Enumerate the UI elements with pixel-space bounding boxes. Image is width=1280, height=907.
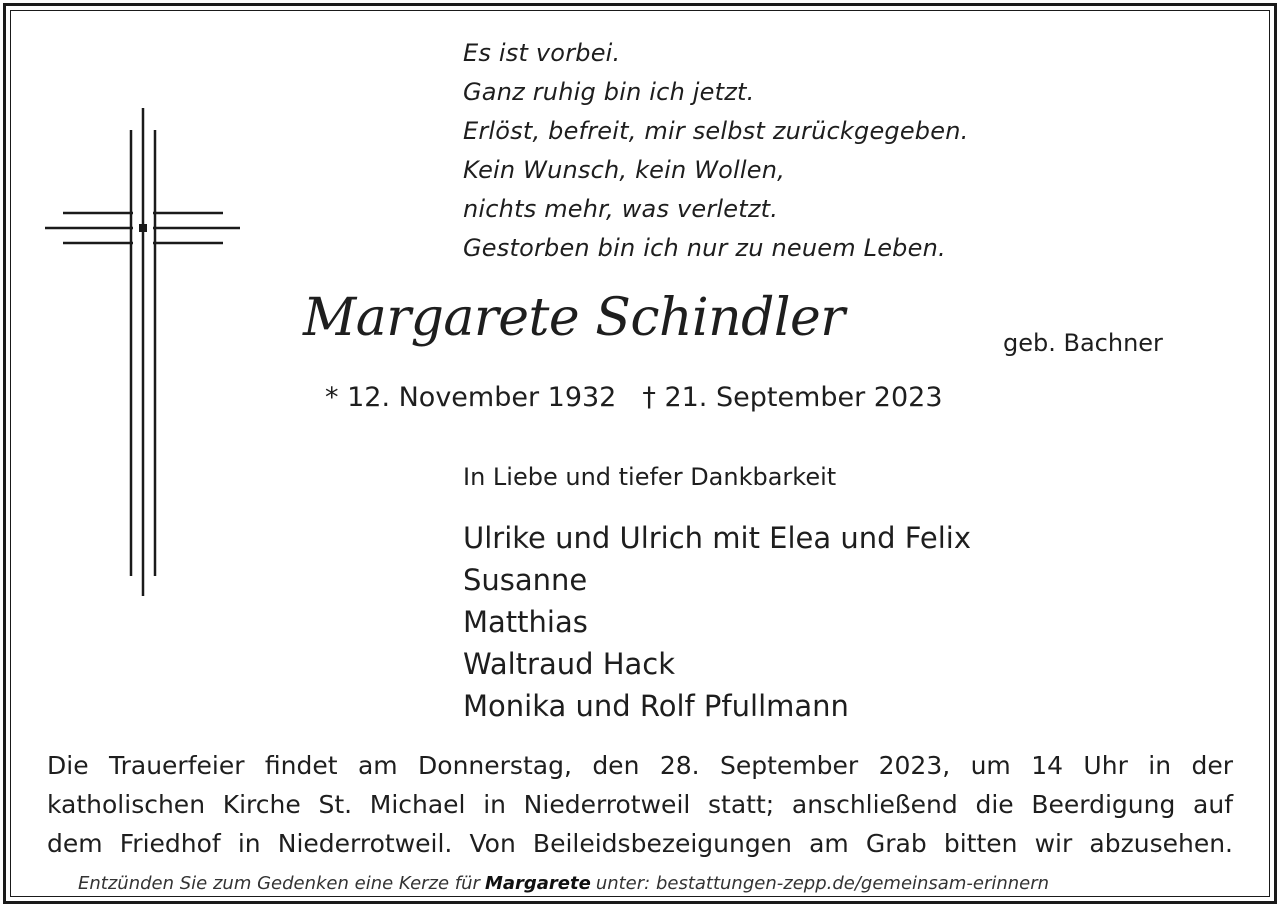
poem-line: Es ist vorbei. [463,39,621,67]
poem-line: nichts mehr, was verletzt. [463,195,779,223]
mourner-name: Monika und Rolf Pfullmann [463,689,849,723]
service-line: Die Trauerfeier findet am Donnerstag, den 28. September 2023, um 14 Uhr in der [47,751,1233,780]
birth-date: * 12. November 1932 [325,382,617,413]
poem-line: Ganz ruhig bin ich jetzt. [463,78,755,106]
memorial-footer [78,873,1049,894]
mourners-intro: In Liebe und tiefer Dankbarkeit [463,463,837,491]
footer-link[interactable]: unter: bestattungen-zepp.de/gemeinsam-erinnern [595,873,1050,894]
deceased-name: Margarete Schindler [303,288,845,348]
mourner-name: Susanne [463,563,588,597]
death-date: † 21. September 2023 [642,382,943,413]
service-line: katholischen Kirche St. Michael in Niederrotweil statt; anschließend die Beerdigung auf [47,790,1233,819]
service-line: dem Friedhof in Niederrotweil. Von Beileidsbezeigungen am Grab bitten wir abzusehen. [47,829,1233,858]
mourner-name: Ulrike und Ulrich mit Elea und Felix [463,521,971,555]
poem [463,34,968,268]
mourner-name: Waltraud Hack [463,647,676,681]
service-notice [47,746,1233,863]
poem-line: Kein Wunsch, kein Wollen, [463,156,786,184]
poem-line: Gestorben bin ich nur zu neuem Leben. [463,234,946,262]
footer-prefix: Entzünden Sie zum Gedenken eine Kerze für [78,873,480,894]
poem-line: Erlöst, befreit, mir selbst zurückgegeben. [463,117,969,145]
footer-name: Margarete [484,873,591,894]
mourner-name: Matthias [463,605,588,639]
life-dates [325,382,943,413]
maiden-name: geb. Bachner [1003,329,1163,357]
mourners-list [463,517,971,727]
cross-icon [45,108,240,596]
